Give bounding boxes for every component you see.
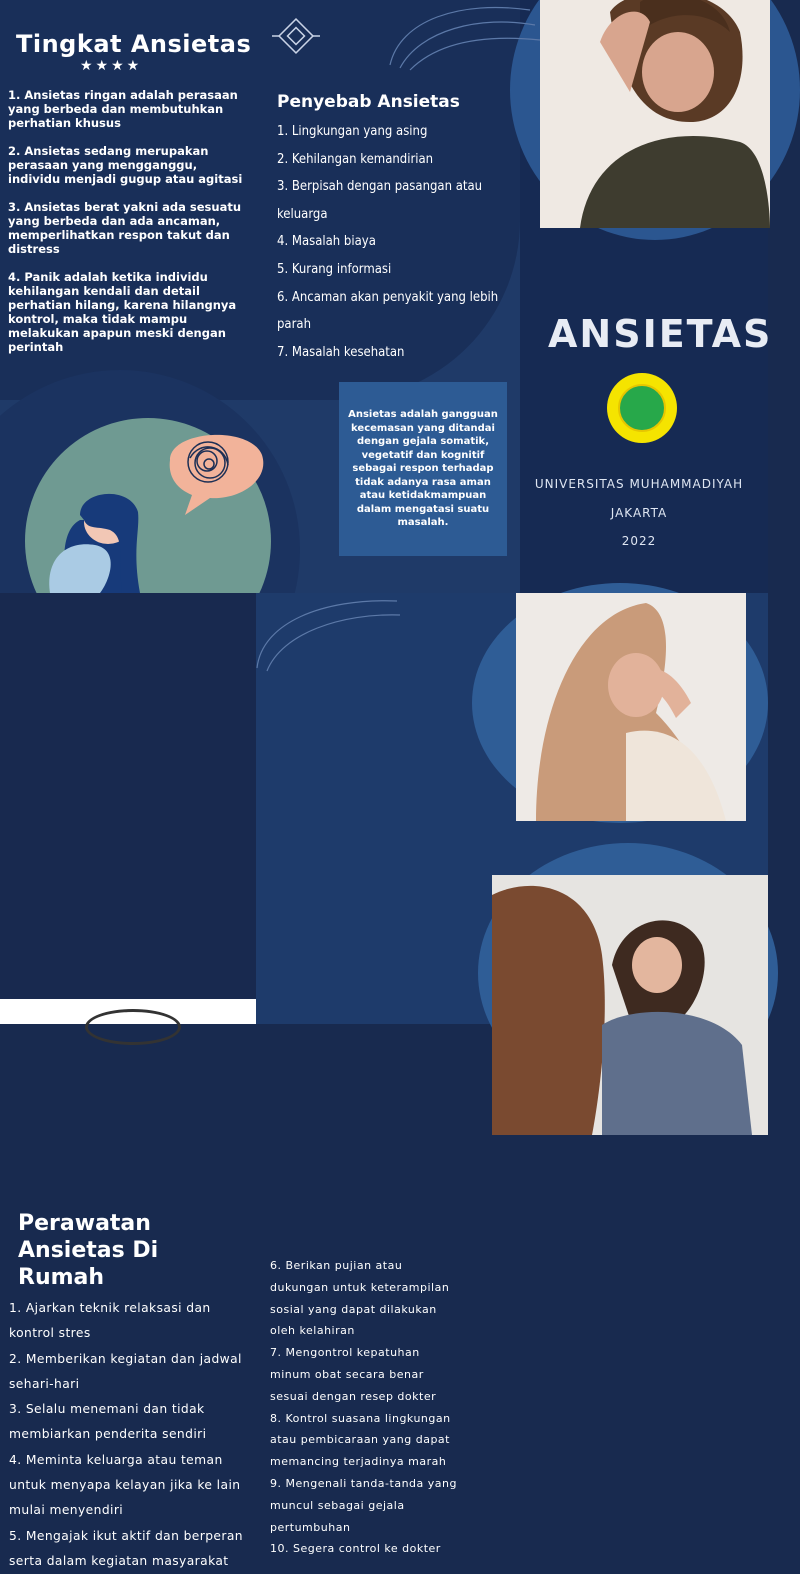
definition-box xyxy=(339,382,507,556)
list-item: 8. Kontrol suasana lingkungan atau pembicaraan yang dapat memancing terjadinya marah xyxy=(270,1411,451,1469)
list-item: 10. Segera control ke dokter xyxy=(270,1542,441,1556)
woman-headache-photo xyxy=(516,593,746,821)
university-info xyxy=(530,470,748,556)
university-city: JAKARTA xyxy=(610,505,668,520)
list-item: 5. Mengajak ikut aktif dan berperan serta dalam kegiatan masyarakat xyxy=(9,1528,243,1568)
levels-list xyxy=(8,88,253,368)
home-care-title: Perawatan Ansietas Di Rumah xyxy=(18,1211,159,1290)
list-item: 3. Ansietas berat yakni ada sesuatu yang berbeda dan ada ancaman, memperlihatkan respon takut dan distress xyxy=(8,200,242,256)
list-item: 3. Berpisah dengan pasangan atau keluarga xyxy=(277,179,483,222)
list-item: 2. Kehilangan kemandirian xyxy=(277,151,434,167)
brochure-front-panel xyxy=(0,0,773,593)
brochure-back-panel xyxy=(0,593,768,1568)
list-item: 2. Memberikan kegiatan dan jadwal sehari-hari xyxy=(9,1351,242,1391)
causes-list xyxy=(277,118,507,366)
university-logo-icon xyxy=(607,373,677,443)
women-consultation-photo xyxy=(492,875,768,1135)
image-placeholder xyxy=(0,999,256,1024)
decorative-lines xyxy=(380,0,540,70)
list-item: 6. Ancaman akan penyakit yang lebih parah xyxy=(277,289,499,333)
ornament-icon xyxy=(272,12,320,60)
list-item: 4. Panik adalah ketika individu kehilangan kendali dan detail perhatian hilang, karena hilangnya kontrol, maka tidak mampu melakukan apapun meski dengan perintah xyxy=(8,270,237,354)
list-item: 1. Ansietas ringan adalah perasaan yang berbeda dan membutuhkan perhatian khusus xyxy=(8,88,238,130)
university-name: UNIVERSITAS MUHAMMADIYAH xyxy=(534,477,744,491)
list-item: 4. Masalah biaya xyxy=(277,234,376,250)
list-item: 7. Mengontrol kepatuhan minum obat secara benar sesuai dengan resep dokter xyxy=(270,1346,437,1403)
list-item: 1. Lingkungan yang asing xyxy=(277,124,428,139)
levels-title: Tingkat Ansietas xyxy=(16,30,252,58)
list-item: 5. Kurang informasi xyxy=(277,261,392,277)
definition-text: Ansietas adalah gangguan kecemasan yang ditandai dengan gejala somatik, vegetatif dan kognitif sebagai respon terhadap tidak adanya rasa aman atau ketidakmampuan dalam mengatasi suatu masalah. xyxy=(348,409,498,529)
woman-stressed-photo xyxy=(540,0,770,228)
cover-title: ANSIETAS xyxy=(548,312,773,356)
causes-title: Penyebab Ansietas xyxy=(277,92,460,112)
list-item: 3. Selalu menemani dan tidak membiarkan penderita sendiri xyxy=(9,1402,207,1442)
list-item: 6. Berikan pujian atau dukungan untuk keterampilan sosial yang dapat dilakukan oleh kelahiran xyxy=(270,1259,450,1338)
left-column-background xyxy=(0,593,256,1024)
home-care-list-right xyxy=(270,1255,460,1560)
decorative-lines xyxy=(252,593,402,673)
year: 2022 xyxy=(621,534,657,548)
list-item: 2. Ansietas sedang merupakan perasaan yang mengganggu, individu menjadi gugup atau agitasi xyxy=(8,144,243,186)
list-item: 1. Ajarkan teknik relaksasi dan kontrol stres xyxy=(9,1301,211,1341)
anxious-person-illustration xyxy=(40,420,270,593)
home-care-list-left xyxy=(9,1296,249,1574)
list-item: 4. Meminta keluarga atau teman untuk menyapa kelayan jika ke lain mulai menyendiri xyxy=(9,1452,241,1518)
rating-stars-icon: ★★★★ xyxy=(80,58,143,74)
list-item: 9. Mengenali tanda-tanda yang muncul sebagai gejala pertumbuhan xyxy=(270,1476,457,1534)
list-item: 7. Masalah kesehatan xyxy=(277,344,405,360)
